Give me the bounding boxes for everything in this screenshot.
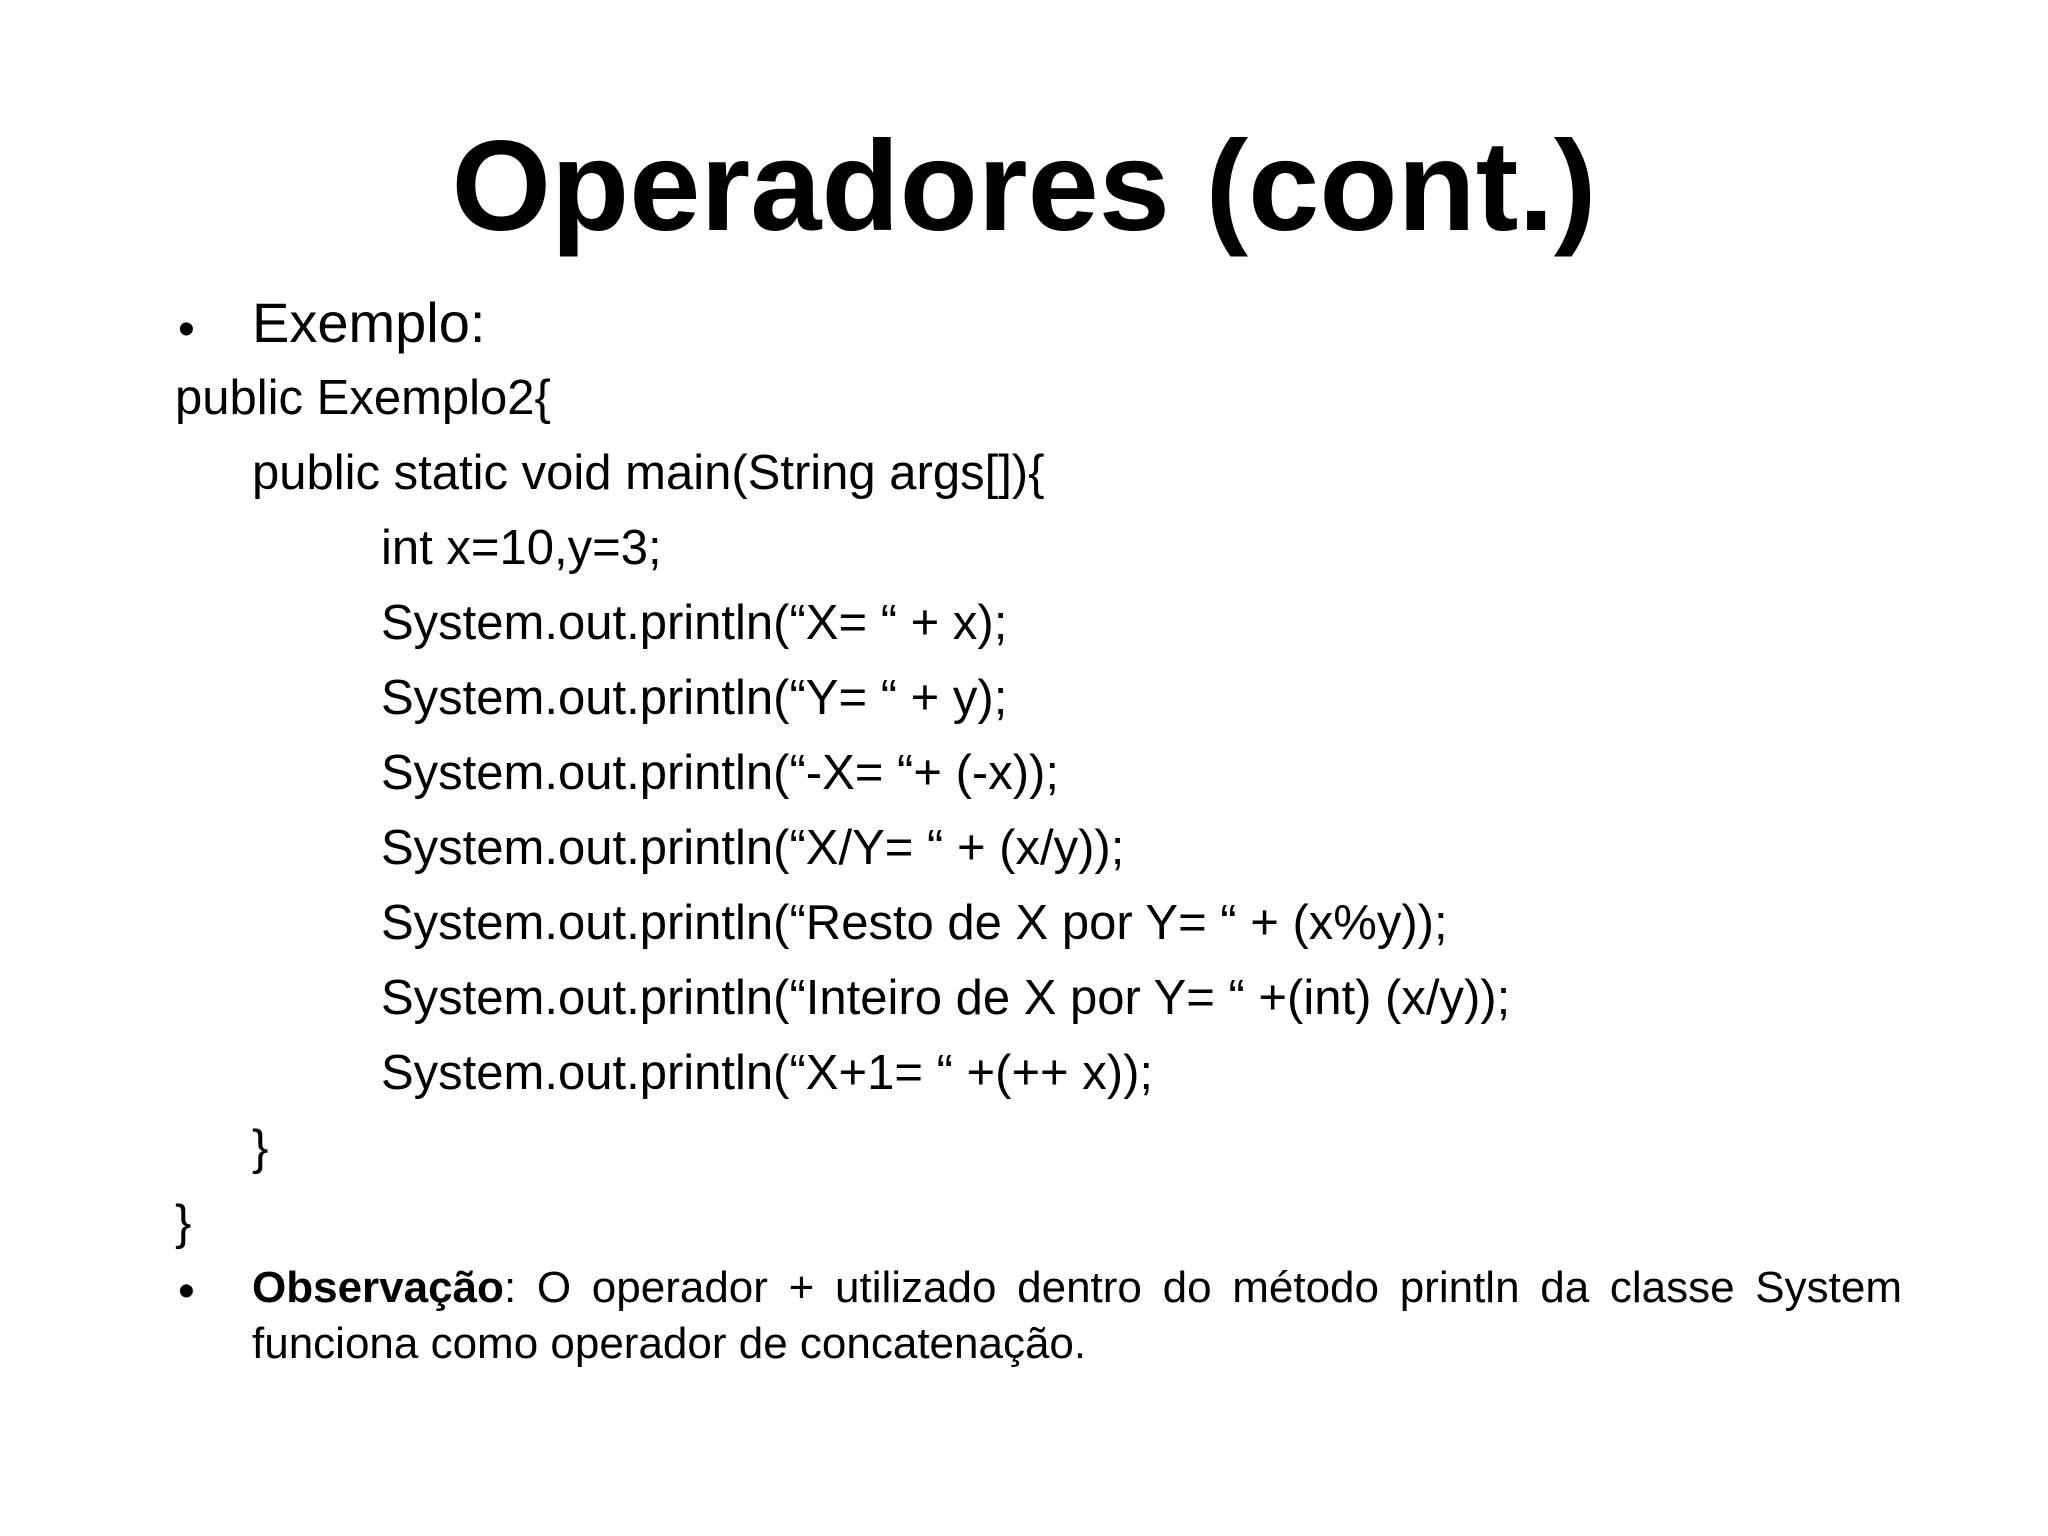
code-line: } [175, 1196, 192, 1250]
observation-text: : O operador + utilizado dentro do método println da classe System funciona como operador de concatenação. [252, 1263, 1902, 1368]
bullet-marker: • [178, 1265, 195, 1318]
code-line: public Exemplo2{ [175, 371, 551, 425]
code-line: System.out.println(“X+1= “ +(++ x)); [381, 1046, 1154, 1100]
code-line: System.out.println(“Resto de X por Y= “ + (x%y)); [381, 896, 1448, 950]
code-line: System.out.println(“-X= “+ (-x)); [381, 746, 1059, 800]
code-line: System.out.println(“X/Y= “ + (x/y)); [381, 821, 1125, 875]
code-line: public static void main(String args[]){ [252, 446, 1045, 500]
observation-note [252, 1260, 1902, 1372]
code-line: int x=10,y=3; [381, 521, 662, 575]
code-line: System.out.println(“X= “ + x); [381, 596, 1008, 650]
code-line: System.out.println(“Inteiro de X por Y= “ +(int) (x/y)); [381, 971, 1511, 1025]
observation-label: Observação [252, 1263, 504, 1312]
slide-title: Operadores (cont.) [451, 115, 1597, 258]
code-line: } [252, 1121, 269, 1175]
bullet-marker: • [178, 303, 195, 356]
example-label: Exemplo: [252, 291, 486, 354]
code-line: System.out.println(“Y= “ + y); [381, 671, 1008, 725]
